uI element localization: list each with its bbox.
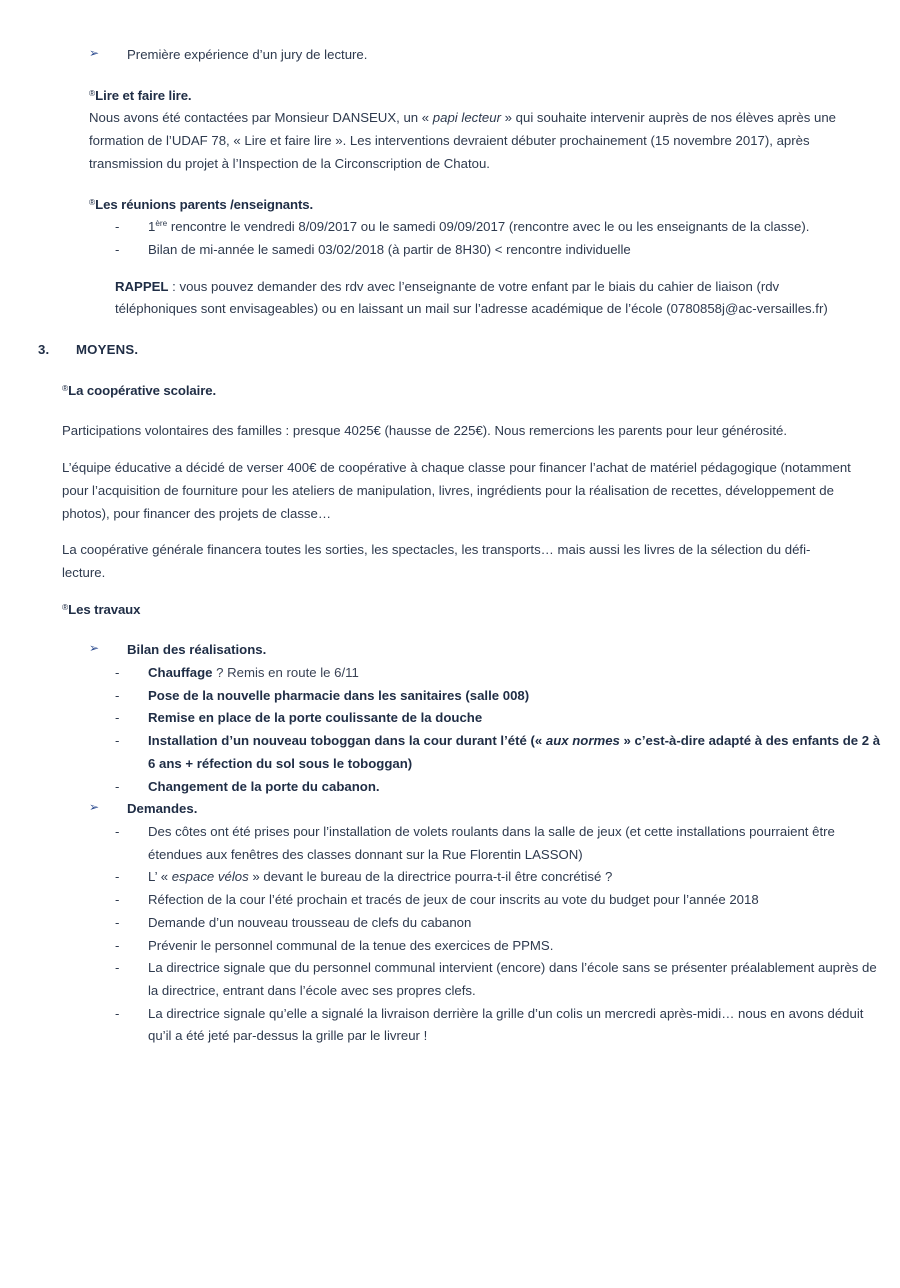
heading-label: Lire et faire lire. xyxy=(95,87,192,103)
list-item-label: Des côtes ont été prises pour l’installation de volets roulants dans la salle de jeux (et cette installations pourraient être étendues aux fenêtres des classes donnant sur la Rue Florentin LASSON) xyxy=(148,823,835,862)
list-item-changement-porte-cabanon xyxy=(115,776,884,799)
heading-label: La coopérative scolaire. xyxy=(68,382,217,398)
list-item-espace-velos xyxy=(115,866,884,889)
list-item-label: Demandes. xyxy=(127,801,198,817)
dash-bullet-icon: - xyxy=(115,914,120,930)
dash-bullet-icon: - xyxy=(115,937,120,953)
dash-bullet-icon: - xyxy=(115,219,120,235)
heading-label: Les travaux xyxy=(68,601,141,617)
list-item-installation-toboggan xyxy=(115,730,884,775)
dash-bullet-icon: - xyxy=(115,892,120,908)
section-heading-moyens xyxy=(38,339,900,362)
list-item-label: Demande d’un nouveau trousseau de clefs du cabanon xyxy=(148,914,472,930)
list-item-livraison-colis xyxy=(115,1003,888,1048)
dash-bullet-icon: - xyxy=(115,869,120,885)
section-number: 3. xyxy=(38,342,50,358)
paragraph-lire-et-faire-lire xyxy=(89,107,851,175)
list-item-porte-coulissante xyxy=(115,707,884,730)
dash-bullet-icon: - xyxy=(115,687,120,703)
paragraph-participations-volontaires: Participations volontaires des familles : presque 4025€ (hausse de 225€). Nous remercions les parents pour leur générosité. xyxy=(62,423,787,439)
ordinal-number: 1 xyxy=(148,219,156,235)
dash-bullet-icon: - xyxy=(115,1005,120,1021)
list-item-label-a: L’ « xyxy=(148,869,172,885)
arrow-bullet-icon: ➢ xyxy=(89,800,100,815)
ordinal-suffix: ère xyxy=(155,219,168,229)
list-item-label: Prévenir le personnel communal de la tenue des exercices de PPMS. xyxy=(148,937,554,953)
paragraph-italic-papi-lecteur: papi lecteur xyxy=(432,110,501,126)
list-item-label-rest: ? Remis en route le 6/11 xyxy=(212,665,359,681)
paragraph-part-b: » qui souhaite intervenir auprès de nos élèves après une formation de l’UDAF 78, « Lire et faire lire ». Les interventions devraient débuter prochainement (15 novembre 2017), après transmission du projet à l’Inspection de la Circonscription de Chatou. xyxy=(89,110,837,171)
list-item-prevenir-personnel-ppms xyxy=(115,935,884,958)
arrow-bullet-icon: ➢ xyxy=(89,46,100,60)
list-item-label-bold: Pose de la nouvelle pharmacie dans les sanitaires (salle 008) xyxy=(148,687,530,703)
section-title: MOYENS. xyxy=(76,342,139,358)
heading-label: Les réunions parents /enseignants. xyxy=(95,196,314,212)
dash-bullet-icon: - xyxy=(115,733,120,749)
list-item-label-italic: aux normes xyxy=(545,733,620,749)
list-item-bilan-des-realisations xyxy=(89,639,889,662)
arrow-bullet-icon: ➢ xyxy=(89,641,100,656)
list-item-label-bold: Remise en place de la porte coulissante de la douche xyxy=(148,710,483,726)
list-item-label: rencontre le vendredi 8/09/2017 ou le samedi 09/09/2017 (rencontre avec le ou les enseignants de la classe). xyxy=(167,219,810,235)
list-item-pose-pharmacie xyxy=(115,685,884,708)
registered-icon: ® xyxy=(62,601,69,612)
heading-les-travaux xyxy=(62,599,852,622)
rappel-text: : vous pouvez demander des rdv avec l’enseignante de votre enfant par le biais du cahier de liaison (rdv téléphoniques sont envisageables) ou en laissant un mail sur l’adresse académique de l’école (0780858j@ac-versailles.fr) xyxy=(115,278,828,317)
list-item-label-b: » devant le bureau de la directrice pourra-t-il être concrétisé ? xyxy=(248,869,613,885)
dash-bullet-icon: - xyxy=(115,710,120,726)
dash-bullet-icon: - xyxy=(115,665,120,681)
registered-icon: ® xyxy=(89,196,96,207)
registered-icon: ® xyxy=(89,87,96,98)
list-item-label: Bilan de mi-année le samedi 03/02/2018 (à partir de 8H30) < rencontre individuelle xyxy=(148,241,631,257)
list-item-bilan-mi-annee xyxy=(115,239,884,262)
heading-lire-et-faire-lire xyxy=(89,85,851,108)
list-item-premiere-experience xyxy=(89,44,889,67)
dash-bullet-icon: - xyxy=(115,823,120,839)
list-item-label-bold: Chauffage xyxy=(148,665,213,681)
list-item-label: Réfection de la cour l’été prochain et tracés de jeux de cour inscrits au vote du budget pour l’année 2018 xyxy=(148,892,759,908)
list-item-label: Bilan des réalisations. xyxy=(127,642,267,658)
list-item-chauffage xyxy=(115,662,884,685)
dash-bullet-icon: - xyxy=(115,960,120,976)
list-item-label-bold: Changement de la porte du cabanon. xyxy=(148,778,380,794)
list-item-label: La directrice signale que du personnel communal intervient (encore) dans l’école sans se présenter préalablement auprès de la directrice, entrant dans l’école avec ses propres clefs. xyxy=(148,960,877,998)
paragraph-rappel xyxy=(115,276,851,321)
list-item-refection-cour xyxy=(115,889,884,912)
list-item-trousseau-clefs xyxy=(115,912,884,935)
list-item-label-italic: espace vélos xyxy=(171,869,249,885)
paragraph-part-a: Nous avons été contactées par Monsieur DANSEUX, un « xyxy=(89,110,433,126)
dash-bullet-icon: - xyxy=(115,241,120,257)
list-item-label-bold-2: » c’est-à-dire adapté à des enfants de 2 à 6 ans + réfection du sol sous le toboggan) xyxy=(148,733,881,771)
list-item-personnel-communal-intervient xyxy=(115,957,884,1002)
heading-cooperative-scolaire xyxy=(62,380,852,403)
list-item-label: La directrice signale qu’elle a signalé la livraison derrière la grille d’un colis un mercredi après-midi… nous en avons déduit qu’il a été jeté par-dessus la grille par le livreur ! xyxy=(148,1005,864,1044)
dash-bullet-icon: - xyxy=(115,778,120,794)
list-item-label: Première expérience d’un jury de lecture. xyxy=(127,47,368,62)
heading-reunions-parents-enseignants xyxy=(89,194,851,217)
list-item-volets-roulants xyxy=(115,821,884,866)
list-item-label-bold: Installation d’un nouveau toboggan dans la cour durant l’été (« xyxy=(148,733,546,749)
paragraph-cooperative-generale: La coopérative générale financera toutes les sorties, les spectacles, les transports… mais aussi les livres de la sélection du défi-lecture. xyxy=(62,542,811,580)
rappel-label: RAPPEL xyxy=(115,278,169,294)
list-item-premiere-rencontre xyxy=(115,216,884,239)
list-item-demandes xyxy=(89,798,889,821)
registered-icon: ® xyxy=(62,382,69,393)
paragraph-equipe-educative: L’équipe éducative a décidé de verser 400€ de coopérative à chaque classe pour financer l’achat de matériel pédagogique (notamment pour l’acquisition de fourniture pour les ateliers de manipulation, livres, ingrédients pour la réalisation de recettes, développement de photos), pour financer des projets de classe… xyxy=(62,460,851,521)
